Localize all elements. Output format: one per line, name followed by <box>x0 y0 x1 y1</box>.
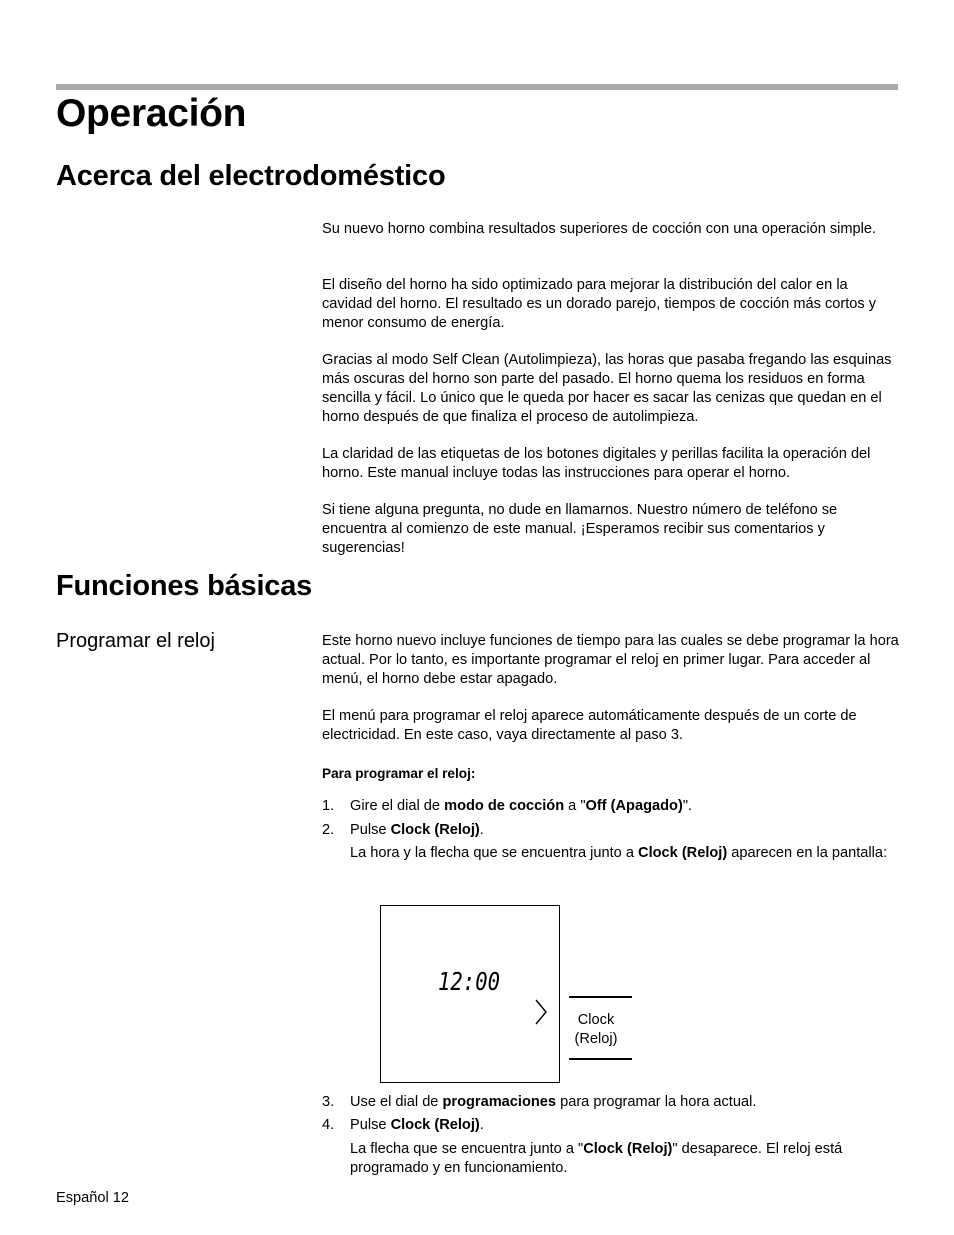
about-paragraph-3: Gracias al modo Self Clean (Autolimpieza), las horas que pasaba fregando las esquinas más oscuras del horno son parte del pasado. El horno quema los residuos en forma sencilla y fácil. Lo único que le queda por hacer es sacar las cenizas que quedan en el horno después de que finaliza el proceso de autolimpieza. <box>322 352 892 425</box>
step-number: 3. <box>322 1094 335 1110</box>
section-heading-basic-functions: Funciones básicas <box>56 570 313 602</box>
step-number: 1. <box>322 798 335 814</box>
clock-button-label: Clock (Reloj) <box>574 1012 618 1047</box>
step-text: Gire el dial de modo de cocción a "Off (Apagado)". <box>350 798 693 814</box>
step-text: Pulse Clock (Reloj). <box>350 1117 484 1133</box>
step-number: 4. <box>322 1117 335 1133</box>
top-rule <box>56 84 898 90</box>
chevron-right-icon <box>533 998 549 1026</box>
clock-time-text: 12:00 <box>438 967 500 996</box>
callout-line-bottom <box>569 1058 632 1060</box>
step-text: Pulse Clock (Reloj). <box>350 822 484 838</box>
about-paragraph-1: Su nuevo horno combina resultados superiores de cocción con una operación simple. <box>322 221 877 237</box>
step-2-note: La hora y la flecha que se encuentra junto a Clock (Reloj) aparecen en la pantalla: <box>350 845 888 861</box>
oven-display-illustration <box>380 905 560 1083</box>
clock-time-display <box>438 968 502 994</box>
about-paragraph-5: Si tiene alguna pregunta, no dude en llamarnos. Nuestro número de teléfono se encuentra al comienzo de este manual. ¡Esperamos recibir sus comentarios y sugerencias! <box>322 502 838 556</box>
step-number: 2. <box>322 822 335 838</box>
step-4-note: La flecha que se encuentra junto a "Clock (Reloj)" desaparece. El reloj está programado y en funcionamiento. <box>350 1141 843 1176</box>
page-footer: Español 12 <box>56 1190 130 1206</box>
clock-paragraph-2: El menú para programar el reloj aparece automáticamente después de un corte de electricidad. En este caso, vaya directamente al paso 3. <box>322 708 857 743</box>
about-paragraph-4: La claridad de las etiquetas de los botones digitales y perillas facilita la operación del horno. Este manual incluye todas las instrucciones para operar el horno. <box>322 446 871 481</box>
about-paragraph-2: El diseño del horno ha sido optimizado para mejorar la distribución del calor en la cavidad del horno. El resultado es un dorado parejo, tiempos de cocción más cortos y menor consumo de energía. <box>322 277 877 331</box>
step-text: Use el dial de programaciones para programar la hora actual. <box>350 1094 757 1110</box>
clock-paragraph-1: Este horno nuevo incluye funciones de tiempo para las cuales se debe programar la hora actual. Por lo tanto, es importante programar el reloj en primer lugar. Para acceder al menú, el horno debe estar apagado. <box>322 633 899 687</box>
page-title: Operación <box>56 92 247 135</box>
section-heading-about: Acerca del electrodoméstico <box>56 160 446 192</box>
subheading-set-clock: Programar el reloj <box>56 630 215 652</box>
callout-line-top <box>569 996 632 998</box>
procedure-title: Para programar el reloj: <box>322 766 476 781</box>
